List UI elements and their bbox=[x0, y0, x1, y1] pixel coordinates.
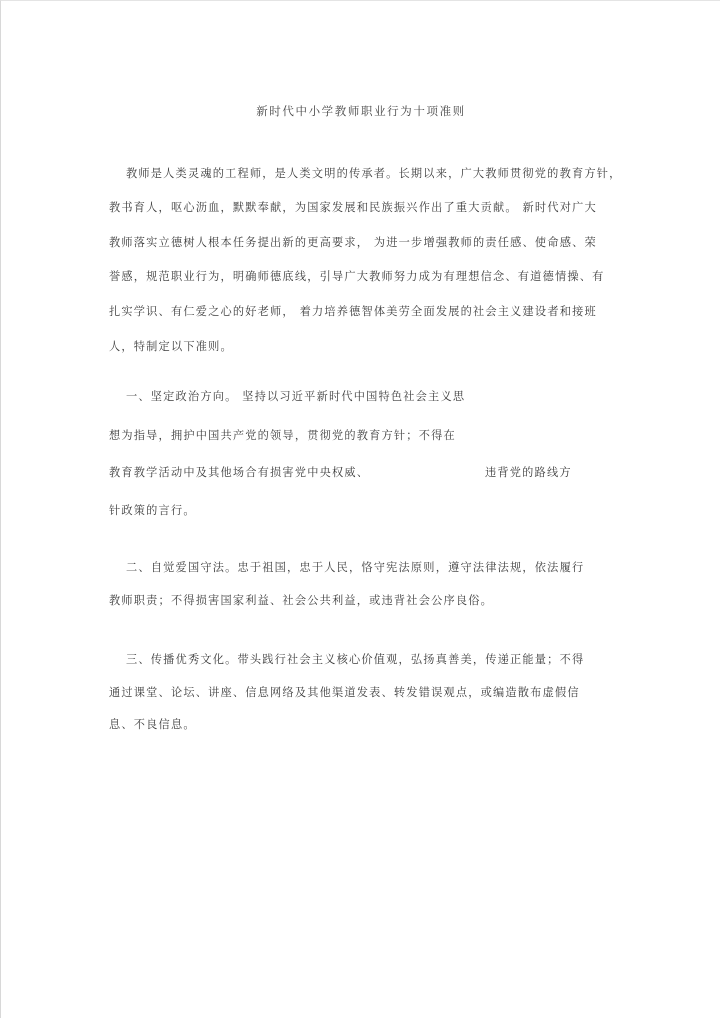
rule1-line: 想为指导，拥护中国共产党的领导，贯彻党的教育方针；不得在 bbox=[109, 429, 456, 442]
preamble-line: 教书育人，呕心沥血，默默奉献，为国家发展和民族振兴作出了重大贡献。 新时代对广大 bbox=[109, 201, 597, 214]
rule3-line: 三、传播优秀文化。带头践行社会主义核心价值观，弘扬真善美，传递正能量；不得 bbox=[126, 653, 585, 666]
preamble-line: 扎实学识、有仁爱之心的好老师， 着力培养德智体美劳全面发展的社会主义建设者和接班 bbox=[109, 305, 597, 318]
rule3-line: 通过课堂、论坛、讲座、信息网络及其他渠道发表、转发错误观点，或编造散布虚假信 bbox=[109, 686, 580, 699]
rule3-line: 息、不良信息。 bbox=[109, 718, 196, 731]
preamble-line: 教师是人类灵魂的工程师，是人类文明的传承者。长期以来，广大教师贯彻党的教育方针， bbox=[126, 167, 622, 180]
rule1-line: 一、坚定政治方向。 坚持以习近平新时代中国特色社会主义思 bbox=[126, 390, 466, 403]
document-title: 新时代中小学教师职业行为十项准则 bbox=[256, 104, 466, 118]
preamble-line: 人，特制定以下准则。 bbox=[109, 340, 233, 353]
rule1-line: 针政策的言行。 bbox=[109, 504, 196, 517]
rule2-line: 二、自觉爱国守法。忠于祖国，忠于人民，恪守宪法原则，遵守法律法规，依法履行 bbox=[126, 561, 585, 574]
rule1-line: 违背党的路线方 bbox=[485, 466, 572, 479]
rule1-line: 教育教学活动中及其他场合有损害党中央权威、 bbox=[109, 466, 370, 479]
rule2-line: 教师职责；不得损害国家利益、社会公共利益，或违背社会公序良俗。 bbox=[109, 594, 494, 607]
preamble-line: 教师落实立德树人根本任务提出新的更高要求， 为进一步增强教师的责任感、使命感、荣 bbox=[109, 236, 597, 249]
preamble-line: 誉感，规范职业行为，明确师德底线，引导广大教师努力成为有理想信念、有道德情操、有 bbox=[109, 270, 605, 283]
